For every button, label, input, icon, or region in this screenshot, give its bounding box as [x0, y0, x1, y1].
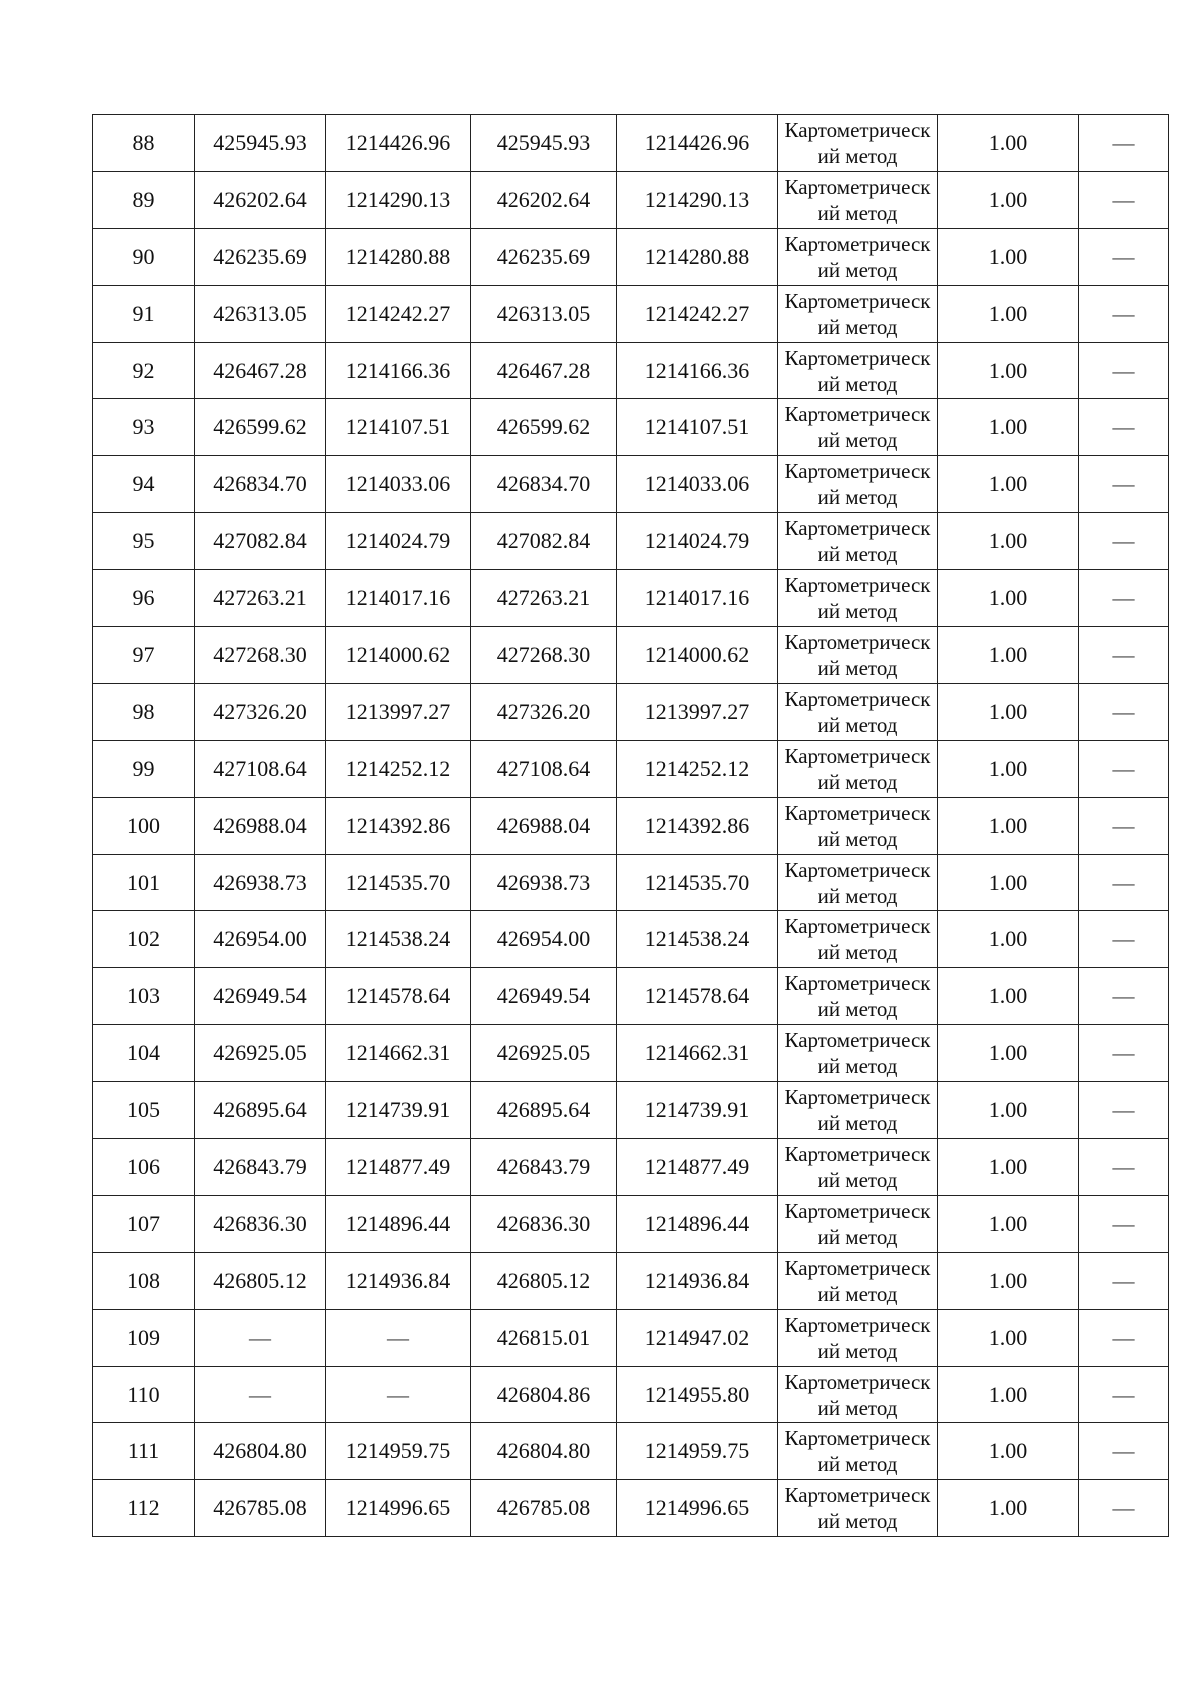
point-number-cell: 95: [93, 513, 195, 570]
accuracy-cell: 1.00: [938, 399, 1079, 456]
y-old-cell: 1214426.96: [326, 115, 471, 172]
method-cell: Картометрический метод: [778, 1252, 938, 1309]
x-old-cell: 426836.30: [195, 1195, 326, 1252]
y-new-cell: 1214426.96: [617, 115, 778, 172]
y-old-cell: 1214936.84: [326, 1252, 471, 1309]
y-old-cell: 1214739.91: [326, 1082, 471, 1139]
x-new-cell: 426815.01: [471, 1309, 617, 1366]
accuracy-cell: 1.00: [938, 115, 1079, 172]
y-new-cell: 1214290.13: [617, 171, 778, 228]
y-new-cell: 1214662.31: [617, 1025, 778, 1082]
y-old-cell: 1214033.06: [326, 456, 471, 513]
description-cell: —: [1079, 1366, 1169, 1423]
accuracy-cell: 1.00: [938, 1082, 1079, 1139]
x-old-cell: 426599.62: [195, 399, 326, 456]
y-old-cell: 1214877.49: [326, 1139, 471, 1196]
point-number-cell: 110: [93, 1366, 195, 1423]
x-old-cell: 427268.30: [195, 627, 326, 684]
x-old-cell: 427263.21: [195, 570, 326, 627]
x-new-cell: 427108.64: [471, 740, 617, 797]
x-new-cell: 426843.79: [471, 1139, 617, 1196]
description-cell: —: [1079, 1139, 1169, 1196]
accuracy-cell: 1.00: [938, 1309, 1079, 1366]
description-cell: —: [1079, 854, 1169, 911]
y-old-cell: 1214024.79: [326, 513, 471, 570]
x-new-cell: 426988.04: [471, 797, 617, 854]
y-old-cell: 1214166.36: [326, 342, 471, 399]
y-old-cell: 1214662.31: [326, 1025, 471, 1082]
y-new-cell: 1214252.12: [617, 740, 778, 797]
description-cell: —: [1079, 399, 1169, 456]
x-new-cell: 426599.62: [471, 399, 617, 456]
x-old-cell: —: [195, 1366, 326, 1423]
description-cell: —: [1079, 1195, 1169, 1252]
method-cell: Картометрический метод: [778, 854, 938, 911]
y-old-cell: —: [326, 1366, 471, 1423]
method-cell: Картометрический метод: [778, 683, 938, 740]
accuracy-cell: 1.00: [938, 854, 1079, 911]
description-cell: —: [1079, 968, 1169, 1025]
accuracy-cell: 1.00: [938, 968, 1079, 1025]
description-cell: —: [1079, 1480, 1169, 1537]
x-old-cell: 427326.20: [195, 683, 326, 740]
method-cell: Картометрический метод: [778, 115, 938, 172]
description-cell: —: [1079, 456, 1169, 513]
y-new-cell: 1214392.86: [617, 797, 778, 854]
x-old-cell: 426834.70: [195, 456, 326, 513]
table-row: [93, 968, 1169, 1025]
method-cell: Картометрический метод: [778, 1366, 938, 1423]
x-new-cell: 426467.28: [471, 342, 617, 399]
table-row: [93, 228, 1169, 285]
method-cell: Картометрический метод: [778, 285, 938, 342]
x-old-cell: 426895.64: [195, 1082, 326, 1139]
y-new-cell: 1214033.06: [617, 456, 778, 513]
table-row: [93, 1423, 1169, 1480]
y-old-cell: 1214996.65: [326, 1480, 471, 1537]
y-old-cell: 1214280.88: [326, 228, 471, 285]
point-number-cell: 107: [93, 1195, 195, 1252]
table-row: [93, 683, 1169, 740]
y-old-cell: —: [326, 1309, 471, 1366]
accuracy-cell: 1.00: [938, 1139, 1079, 1196]
table-row: [93, 1480, 1169, 1537]
x-old-cell: 426954.00: [195, 911, 326, 968]
x-old-cell: 426467.28: [195, 342, 326, 399]
point-number-cell: 103: [93, 968, 195, 1025]
description-cell: —: [1079, 228, 1169, 285]
x-old-cell: 426785.08: [195, 1480, 326, 1537]
accuracy-cell: 1.00: [938, 1025, 1079, 1082]
x-new-cell: 426785.08: [471, 1480, 617, 1537]
method-cell: Картометрический метод: [778, 1480, 938, 1537]
table-row: [93, 797, 1169, 854]
point-number-cell: 97: [93, 627, 195, 684]
y-new-cell: 1214166.36: [617, 342, 778, 399]
table-row: [93, 854, 1169, 911]
y-old-cell: 1214252.12: [326, 740, 471, 797]
point-number-cell: 91: [93, 285, 195, 342]
x-new-cell: 426836.30: [471, 1195, 617, 1252]
point-number-cell: 96: [93, 570, 195, 627]
x-new-cell: 427082.84: [471, 513, 617, 570]
point-number-cell: 93: [93, 399, 195, 456]
description-cell: —: [1079, 1025, 1169, 1082]
x-new-cell: 426805.12: [471, 1252, 617, 1309]
x-old-cell: 426949.54: [195, 968, 326, 1025]
x-old-cell: 427108.64: [195, 740, 326, 797]
y-old-cell: 1214107.51: [326, 399, 471, 456]
table-row: [93, 171, 1169, 228]
y-new-cell: 1214739.91: [617, 1082, 778, 1139]
method-cell: Картометрический метод: [778, 911, 938, 968]
description-cell: —: [1079, 627, 1169, 684]
x-new-cell: 427263.21: [471, 570, 617, 627]
x-old-cell: 427082.84: [195, 513, 326, 570]
y-old-cell: 1214392.86: [326, 797, 471, 854]
y-old-cell: 1213997.27: [326, 683, 471, 740]
method-cell: Картометрический метод: [778, 1195, 938, 1252]
table-row: [93, 399, 1169, 456]
x-new-cell: 426895.64: [471, 1082, 617, 1139]
method-cell: Картометрический метод: [778, 399, 938, 456]
description-cell: —: [1079, 797, 1169, 854]
y-new-cell: 1214578.64: [617, 968, 778, 1025]
table-row: [93, 1252, 1169, 1309]
description-cell: —: [1079, 1309, 1169, 1366]
method-cell: Картометрический метод: [778, 342, 938, 399]
y-new-cell: 1214955.80: [617, 1366, 778, 1423]
description-cell: —: [1079, 570, 1169, 627]
accuracy-cell: 1.00: [938, 342, 1079, 399]
description-cell: —: [1079, 740, 1169, 797]
description-cell: —: [1079, 1082, 1169, 1139]
y-old-cell: 1214896.44: [326, 1195, 471, 1252]
x-new-cell: 426938.73: [471, 854, 617, 911]
table-row: [93, 1082, 1169, 1139]
point-number-cell: 108: [93, 1252, 195, 1309]
table-row: [93, 627, 1169, 684]
y-new-cell: 1214538.24: [617, 911, 778, 968]
point-number-cell: 105: [93, 1082, 195, 1139]
y-new-cell: 1214959.75: [617, 1423, 778, 1480]
accuracy-cell: 1.00: [938, 797, 1079, 854]
y-old-cell: 1214538.24: [326, 911, 471, 968]
y-old-cell: 1214290.13: [326, 171, 471, 228]
x-new-cell: 426804.86: [471, 1366, 617, 1423]
x-new-cell: 426949.54: [471, 968, 617, 1025]
table-row: [93, 1309, 1169, 1366]
point-number-cell: 100: [93, 797, 195, 854]
x-new-cell: 426313.05: [471, 285, 617, 342]
accuracy-cell: 1.00: [938, 740, 1079, 797]
table-row: [93, 285, 1169, 342]
description-cell: —: [1079, 911, 1169, 968]
method-cell: Картометрический метод: [778, 797, 938, 854]
accuracy-cell: 1.00: [938, 1366, 1079, 1423]
accuracy-cell: 1.00: [938, 1480, 1079, 1537]
x-old-cell: 426804.80: [195, 1423, 326, 1480]
point-number-cell: 111: [93, 1423, 195, 1480]
description-cell: —: [1079, 683, 1169, 740]
y-new-cell: 1214947.02: [617, 1309, 778, 1366]
method-cell: Картометрический метод: [778, 228, 938, 285]
x-new-cell: 426804.80: [471, 1423, 617, 1480]
accuracy-cell: 1.00: [938, 456, 1079, 513]
table-body: [93, 115, 1169, 1537]
accuracy-cell: 1.00: [938, 1252, 1079, 1309]
x-new-cell: 426925.05: [471, 1025, 617, 1082]
method-cell: Картометрический метод: [778, 1423, 938, 1480]
point-number-cell: 101: [93, 854, 195, 911]
method-cell: Картометрический метод: [778, 740, 938, 797]
accuracy-cell: 1.00: [938, 570, 1079, 627]
table-row: [93, 456, 1169, 513]
x-new-cell: 426954.00: [471, 911, 617, 968]
y-old-cell: 1214017.16: [326, 570, 471, 627]
point-number-cell: 99: [93, 740, 195, 797]
table-row: [93, 513, 1169, 570]
table-row: [93, 570, 1169, 627]
x-old-cell: 426938.73: [195, 854, 326, 911]
y-old-cell: 1214242.27: [326, 285, 471, 342]
method-cell: Картометрический метод: [778, 1309, 938, 1366]
coordinates-table: [92, 114, 1169, 1537]
point-number-cell: 94: [93, 456, 195, 513]
y-old-cell: 1214578.64: [326, 968, 471, 1025]
point-number-cell: 92: [93, 342, 195, 399]
x-old-cell: 426843.79: [195, 1139, 326, 1196]
x-old-cell: 426925.05: [195, 1025, 326, 1082]
method-cell: Картометрический метод: [778, 513, 938, 570]
x-old-cell: 426988.04: [195, 797, 326, 854]
y-new-cell: 1214535.70: [617, 854, 778, 911]
table-row: [93, 740, 1169, 797]
table-row: [93, 1366, 1169, 1423]
x-old-cell: 425945.93: [195, 115, 326, 172]
table-row: [93, 1195, 1169, 1252]
y-new-cell: 1214242.27: [617, 285, 778, 342]
method-cell: Картометрический метод: [778, 1025, 938, 1082]
description-cell: —: [1079, 1252, 1169, 1309]
accuracy-cell: 1.00: [938, 683, 1079, 740]
method-cell: Картометрический метод: [778, 627, 938, 684]
y-new-cell: 1214877.49: [617, 1139, 778, 1196]
description-cell: —: [1079, 171, 1169, 228]
y-old-cell: 1214000.62: [326, 627, 471, 684]
y-old-cell: 1214959.75: [326, 1423, 471, 1480]
table-row: [93, 342, 1169, 399]
x-new-cell: 426202.64: [471, 171, 617, 228]
description-cell: —: [1079, 285, 1169, 342]
x-old-cell: 426805.12: [195, 1252, 326, 1309]
accuracy-cell: 1.00: [938, 228, 1079, 285]
description-cell: —: [1079, 115, 1169, 172]
y-old-cell: 1214535.70: [326, 854, 471, 911]
y-new-cell: 1214280.88: [617, 228, 778, 285]
y-new-cell: 1213997.27: [617, 683, 778, 740]
x-new-cell: 426834.70: [471, 456, 617, 513]
accuracy-cell: 1.00: [938, 911, 1079, 968]
point-number-cell: 104: [93, 1025, 195, 1082]
y-new-cell: 1214936.84: [617, 1252, 778, 1309]
point-number-cell: 112: [93, 1480, 195, 1537]
x-old-cell: —: [195, 1309, 326, 1366]
accuracy-cell: 1.00: [938, 1195, 1079, 1252]
x-old-cell: 426235.69: [195, 228, 326, 285]
description-cell: —: [1079, 1423, 1169, 1480]
method-cell: Картометрический метод: [778, 570, 938, 627]
y-new-cell: 1214000.62: [617, 627, 778, 684]
x-new-cell: 427268.30: [471, 627, 617, 684]
y-new-cell: 1214996.65: [617, 1480, 778, 1537]
point-number-cell: 89: [93, 171, 195, 228]
method-cell: Картометрический метод: [778, 968, 938, 1025]
accuracy-cell: 1.00: [938, 627, 1079, 684]
table-row: [93, 1139, 1169, 1196]
point-number-cell: 106: [93, 1139, 195, 1196]
method-cell: Картометрический метод: [778, 171, 938, 228]
y-new-cell: 1214024.79: [617, 513, 778, 570]
accuracy-cell: 1.00: [938, 513, 1079, 570]
table-row: [93, 911, 1169, 968]
accuracy-cell: 1.00: [938, 171, 1079, 228]
x-new-cell: 427326.20: [471, 683, 617, 740]
accuracy-cell: 1.00: [938, 285, 1079, 342]
point-number-cell: 90: [93, 228, 195, 285]
method-cell: Картометрический метод: [778, 1082, 938, 1139]
method-cell: Картометрический метод: [778, 1139, 938, 1196]
x-old-cell: 426202.64: [195, 171, 326, 228]
table-row: [93, 115, 1169, 172]
y-new-cell: 1214107.51: [617, 399, 778, 456]
point-number-cell: 98: [93, 683, 195, 740]
point-number-cell: 109: [93, 1309, 195, 1366]
table-row: [93, 1025, 1169, 1082]
y-new-cell: 1214896.44: [617, 1195, 778, 1252]
description-cell: —: [1079, 513, 1169, 570]
x-old-cell: 426313.05: [195, 285, 326, 342]
x-new-cell: 426235.69: [471, 228, 617, 285]
point-number-cell: 102: [93, 911, 195, 968]
method-cell: Картометрический метод: [778, 456, 938, 513]
point-number-cell: 88: [93, 115, 195, 172]
accuracy-cell: 1.00: [938, 1423, 1079, 1480]
y-new-cell: 1214017.16: [617, 570, 778, 627]
description-cell: —: [1079, 342, 1169, 399]
x-new-cell: 425945.93: [471, 115, 617, 172]
